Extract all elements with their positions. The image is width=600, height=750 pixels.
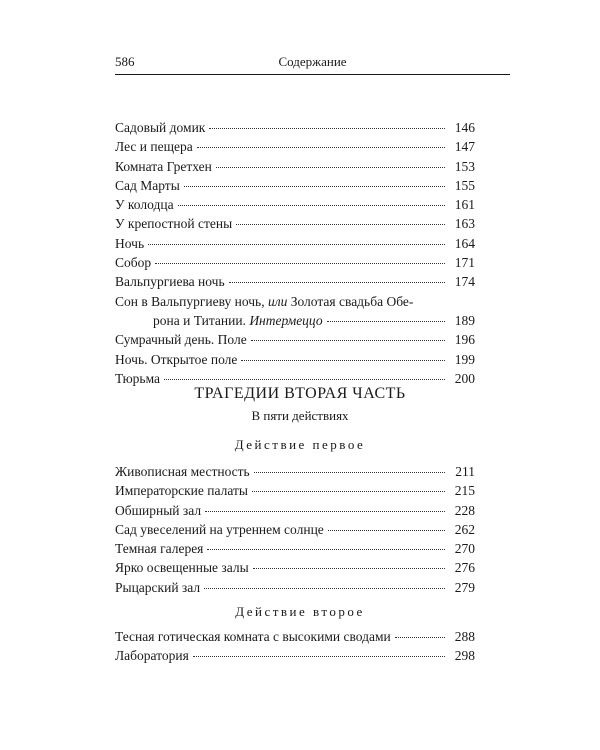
toc-entry <box>115 646 475 665</box>
toc-entry-title: Вальпургиева ночь <box>115 274 225 290</box>
toc-entry-title: У крепостной стены <box>115 216 233 232</box>
dot-leader <box>178 205 445 206</box>
dot-leader <box>197 147 445 148</box>
dot-leader <box>205 511 445 512</box>
toc-entry <box>115 137 475 156</box>
toc-entry-title: Тесная готическая комната с высокими сводами <box>115 629 391 644</box>
toc-entry <box>115 520 475 539</box>
toc-entry-title: Лаборатория <box>115 648 189 664</box>
toc-entry-title: Ночь. Открытое поле <box>115 351 238 367</box>
toc-entry-title-line1: Сон в Вальпургиеву ночь, или Золотая свадьба Обе- <box>115 293 414 309</box>
toc-entry-page: 196 <box>454 332 475 348</box>
toc-entry <box>115 253 475 272</box>
dot-leader <box>193 656 445 657</box>
toc-entry-page: 171 <box>454 255 475 271</box>
toc-entry-title: У колодца <box>115 197 174 213</box>
toc-entry <box>115 330 475 349</box>
toc-entry-title-line2: рона и Титании. Интермеццо 189 <box>115 311 475 330</box>
toc-entry-title: Сумрачный день. Поле <box>115 332 247 348</box>
dot-leader <box>252 491 445 492</box>
toc-entry <box>115 157 475 176</box>
toc-entry-page: 276 <box>454 560 475 576</box>
toc-entry <box>115 578 475 597</box>
toc-entry-title: Ночь <box>115 235 145 251</box>
toc-entry-page: 161 <box>454 197 475 213</box>
part-two-title: ТРАГЕДИИ ВТОРАЯ ЧАСТЬ <box>194 385 406 402</box>
toc-entry-title: Садовый домик <box>115 120 206 135</box>
toc-entry <box>115 272 475 291</box>
toc-entry-page: 262 <box>454 521 475 537</box>
toc-entry-title: Ярко освещенные залы <box>115 560 249 576</box>
toc-entry-title: Обширный зал <box>115 502 202 518</box>
toc-entry-title: Лес и пещера <box>115 139 193 155</box>
dot-leader <box>327 321 445 322</box>
toc-entry <box>115 462 475 481</box>
toc-entry <box>115 195 475 214</box>
dot-leader <box>254 472 445 473</box>
dot-leader <box>229 282 445 283</box>
toc-entry <box>115 234 475 253</box>
dot-leader <box>253 568 445 569</box>
toc-entry-page: 228 <box>454 502 475 518</box>
dot-leader <box>236 224 445 225</box>
dot-leader <box>184 186 445 187</box>
toc-act-one <box>115 462 475 597</box>
toc-entry-title: Тюрьма <box>115 370 161 386</box>
toc-entry-page: 211 <box>455 464 475 479</box>
page-header <box>115 52 510 75</box>
toc-entry-page: 279 <box>454 579 475 595</box>
toc-entry-page: 288 <box>454 629 475 644</box>
toc-entry-page: 155 <box>454 177 475 193</box>
toc-act-two <box>115 627 475 666</box>
toc-entry <box>115 539 475 558</box>
toc-list-top <box>115 118 475 292</box>
toc-entry-page: 200 <box>454 370 475 386</box>
dot-leader <box>251 340 445 341</box>
toc-list-act-one <box>115 462 475 597</box>
dot-leader <box>216 167 445 168</box>
toc-list-act-two <box>115 627 475 666</box>
act-two-heading: Действие второе <box>235 604 365 619</box>
toc-entry <box>115 176 475 195</box>
toc-entry-title: Темная галерея <box>115 541 204 557</box>
toc-entry-title: Сад увеселений на утреннем солнце <box>115 521 324 537</box>
toc-entry <box>115 118 475 137</box>
toc-entry-title: Собор <box>115 255 152 271</box>
dot-leader <box>155 263 445 264</box>
toc-entry-page: 146 <box>454 120 475 135</box>
toc-entry-page: 189 <box>454 312 475 328</box>
dot-leader <box>148 244 445 245</box>
toc-entry <box>115 481 475 500</box>
toc-entry-page: 199 <box>454 351 475 367</box>
toc-entry-page: 298 <box>454 648 475 664</box>
dot-leader <box>164 379 445 380</box>
toc-entry-page: 163 <box>454 216 475 232</box>
toc-entry <box>115 501 475 520</box>
toc-entry-page: 270 <box>454 541 475 557</box>
toc-entry-page: 215 <box>454 483 475 499</box>
toc-entry <box>115 350 475 369</box>
toc-part-one <box>115 118 475 388</box>
dot-leader <box>395 637 445 638</box>
toc-entry-title: Императорские палаты <box>115 483 248 499</box>
dot-leader <box>209 128 445 129</box>
toc-entry-walpurgis-dream <box>115 292 475 331</box>
page-number: 586 <box>115 54 135 69</box>
dot-leader <box>328 530 445 531</box>
dot-leader <box>204 588 445 589</box>
toc-entry <box>115 214 475 233</box>
toc-entry-title: Живописная местность <box>115 464 250 479</box>
toc-entry-title: Сад Марты <box>115 177 180 193</box>
toc-entry-page: 153 <box>454 158 475 174</box>
dot-leader <box>207 549 445 550</box>
toc-entry-title: Комната Гретхен <box>115 158 212 174</box>
part-two-subtitle: В пяти действиях <box>251 408 349 423</box>
toc-entry-page: 164 <box>454 235 475 251</box>
toc-entry-page: 174 <box>454 274 475 290</box>
toc-entry <box>115 627 475 646</box>
toc-entry <box>115 558 475 577</box>
toc-entry-page: 147 <box>454 139 475 155</box>
running-title: Содержание <box>278 54 347 69</box>
dot-leader <box>241 360 445 361</box>
toc-list-bottom <box>115 330 475 388</box>
act-one-heading: Действие первое <box>234 437 366 452</box>
toc-entry-title: Рыцарский зал <box>115 579 201 595</box>
